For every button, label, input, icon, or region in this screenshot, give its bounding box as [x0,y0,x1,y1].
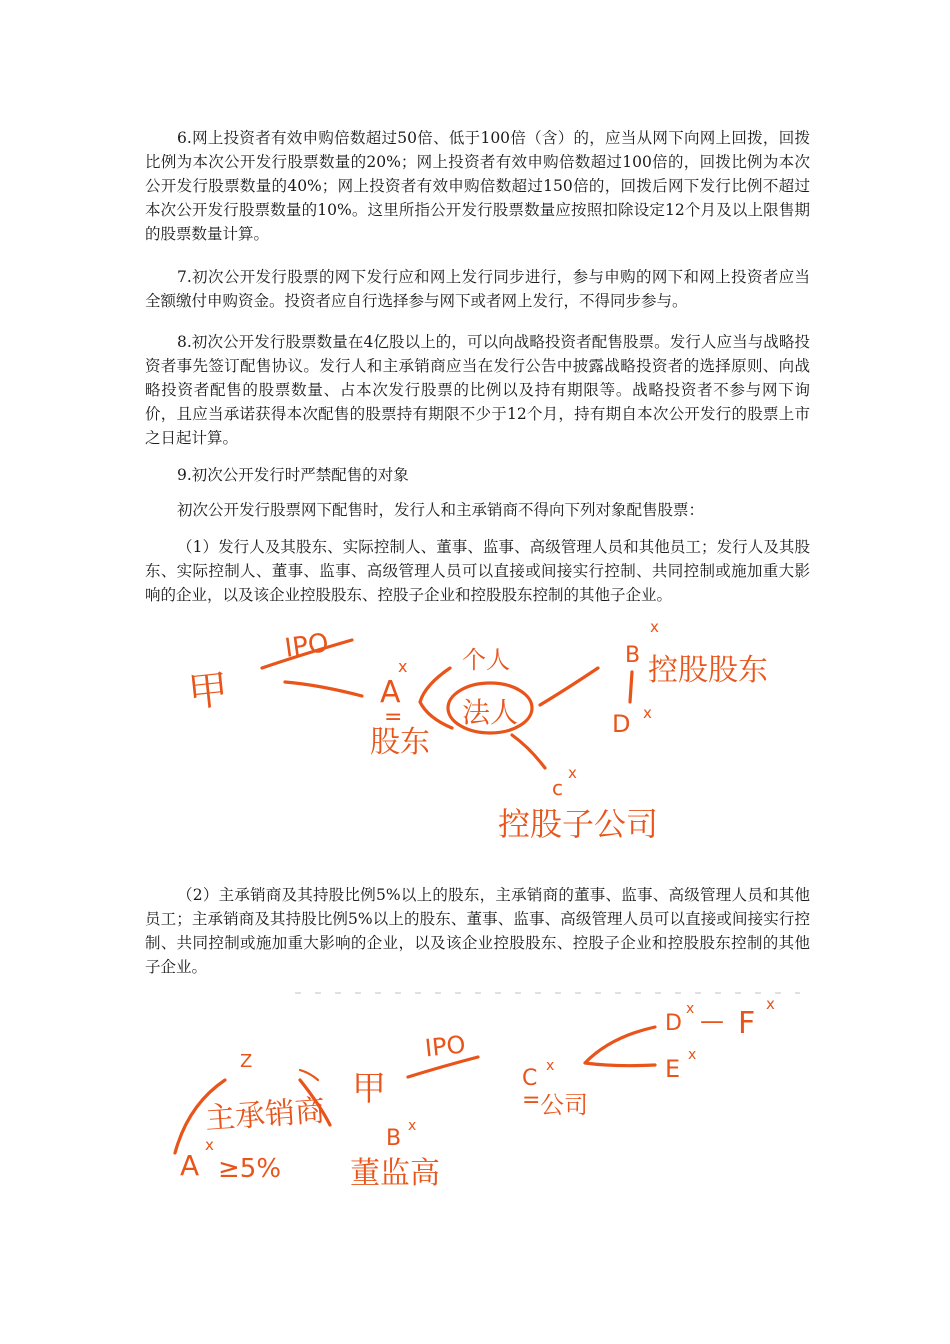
handwritten-sketch-underwriter [0,985,950,1215]
sketch2-b: B [386,1126,402,1151]
sketch2-c-mark: x [546,1058,555,1074]
paragraph-8: 8.初次公开发行股票数量在4亿股以上的，可以向战略投资者配售股票。发行人应当与战略投资者事先签订配售协议。发行人和主承销商应当在发行公告中披露战略投资者的选择原则、向战略投资者配售的股票数量、占本次发行股票的比例以及持有期限等。战略投资者不参与网下询价，且应当承诺获得本次配售的股票持有期限不少于12个月，持有期自本次公开发行的股票上市之日起计算。 [145,333,810,447]
paragraph-6: 6.网上投资者有效申购倍数超过50倍、低于100倍（含）的，应当从网下向网上回拨，回拨比例为本次公开发行股票数量的20%；网上投资者有效申购倍数超过100倍的，回拨比例为本次公开发行股票数量的40%；网上投资者有效申购倍数超过150倍的，回拨后网下发行比例不超过本次公开发行股票数量的10%。这里所指公开发行股票数量应按照扣除设定12个月及以上限售期的股票数量计算。 [145,129,810,243]
sketch2-e-mark: x [688,1047,697,1063]
sketch1-faren-b-line [540,668,598,705]
sketch1-b-d-line [630,672,632,702]
sketch2-a-mark: x [205,1136,214,1154]
paragraph-9-intro: 初次公开发行股票网下配售时，发行人和主承销商不得向下列对象配售股票： [177,501,705,519]
sketch2-ipo: IPO [423,1030,467,1063]
sketch2-gongsi: 公司 [540,1091,588,1119]
sketch1-a: A [380,675,401,710]
sketch2-c-bracket [585,1027,655,1066]
sketch2-zhuchengxiaoshang: 主承销商 [203,1093,327,1137]
sketch1-d: D [612,710,631,738]
sketch2-ge5: ≥5% [218,1154,282,1184]
sketch1-faren-c-line [512,735,545,768]
sketch1-faren: 法人 [462,696,519,729]
sketch1-geren: 个人 [462,646,510,674]
sketch1-c-mark: x [568,764,577,782]
sketch1-d-mark: x [643,704,652,722]
sketch1-ipo: IPO [282,628,331,664]
sketch1-b-mark: x [650,618,659,636]
sketch2-d: D [665,1011,682,1036]
sketch2-dash: — [700,1007,724,1035]
sketch2-a: A [180,1149,200,1182]
sketch1-jia: 甲 [185,666,231,717]
sketch2-d-mark: x [686,1001,695,1017]
sketch1-konggu-gudong: 控股股东 [648,653,768,688]
sketch2-jia: 甲 [352,1069,386,1109]
sketch2-gaoguan: 董监高 [350,1156,440,1191]
sketch1-a-mark: x [398,657,408,676]
sketch2-eq: = [522,1088,541,1113]
sketch2-c: C [522,1066,538,1091]
sketch2-f-mark: x [766,995,775,1013]
sketch1-konggu-zigongsi: 控股子公司 [498,805,659,843]
handwritten-sketch-issuer [0,610,950,870]
paragraph-9-heading: 9.初次公开发行时严禁配售的对象 [177,466,409,484]
sketch1-gudong: 股东 [370,725,430,760]
sketch2-zhu-mark: Z [240,1051,253,1072]
sketch1-c: c [552,776,563,800]
sketch2-e: E [665,1055,681,1083]
sketch1-eq: = [384,705,403,730]
sketch2-b-mark: x [408,1118,417,1134]
sketch2-tick [300,1070,318,1080]
sketch1-jia-a-line [285,682,362,696]
paragraph-9-item-1: （1）发行人及其股东、实际控制人、董事、监事、高级管理人员和其他员工；发行人及其股东、实际控制人、董事、监事、高级管理人员可以直接或间接实行控制、共同控制或施加重大影响的企业，以及该企业控股股东、控股子企业和控股股东控制的其他子企业。 [145,538,810,604]
paragraph-9-item-2: （2）主承销商及其持股比例5%以上的股东，主承销商的董事、监事、高级管理人员和其他员工；主承销商及其持股比例5%以上的股东、董事、监事、高级管理人员可以直接或间接实行控制、共同控制或施加重大影响的企业，以及该企业控股股东、控股子企业和控股股东控制的其他子企业。 [145,886,810,976]
sketch2-f: F [738,1006,756,1041]
sketch1-b: B [625,643,641,668]
paragraph-7: 7.初次公开发行股票的网下发行应和网上发行同步进行，参与申购的网下和网上投资者应当全额缴付申购资金。投资者应自行选择参与网下或者网上发行，不得同步参与。 [145,268,810,310]
sketch1-bracket [420,668,452,728]
